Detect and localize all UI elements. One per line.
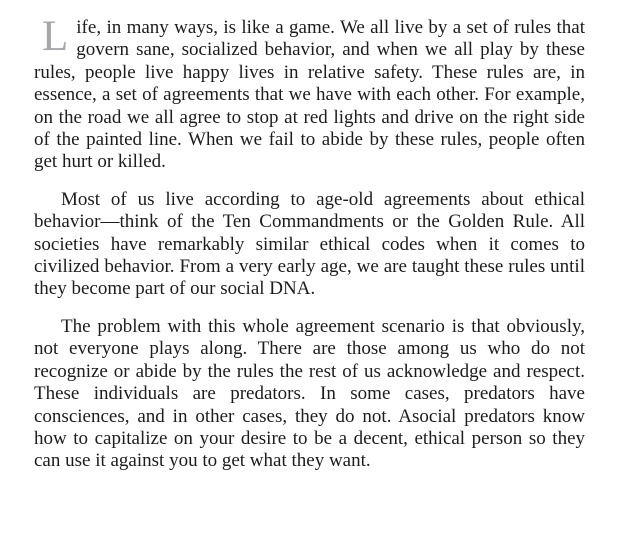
drop-cap: L — [42, 13, 69, 60]
paragraph-1 — [34, 13, 585, 174]
paragraph-3: The problem with this whole agreement scenario is that obviously, not everyone plays along. There are those among us who do not recognize or abide by the rules the rest of us acknowledge and respect. These individuals are predators. In some cases, predators have consciences, and in other cases, they do not. Asocial predators know how to capitalize on your desire to be a decent, ethical person so they can use it against you to get what they want. — [34, 315, 585, 472]
paragraph-1-text: ife, in many ways, is like a game. We all live by a set of rules that govern sane, socialized behavior, and when we all play by these rules, people live happy lives in relative safety. These rules are, in essence, a set of agreements that we have with each other. For example, on the road we all agree to stop at red lights and drive on the right side of the painted line. When we fail to abide by these rules, people often get hurt or killed. — [34, 17, 585, 173]
paragraph-2: Most of us live according to age-old agreements about ethical behavior—think of the Ten Commandments or the Golden Rule. All societies have remarkably similar ethical codes when it comes to civilized behavior. From a very early age, we are taught these rules until they become part of our social DNA. — [34, 188, 585, 300]
